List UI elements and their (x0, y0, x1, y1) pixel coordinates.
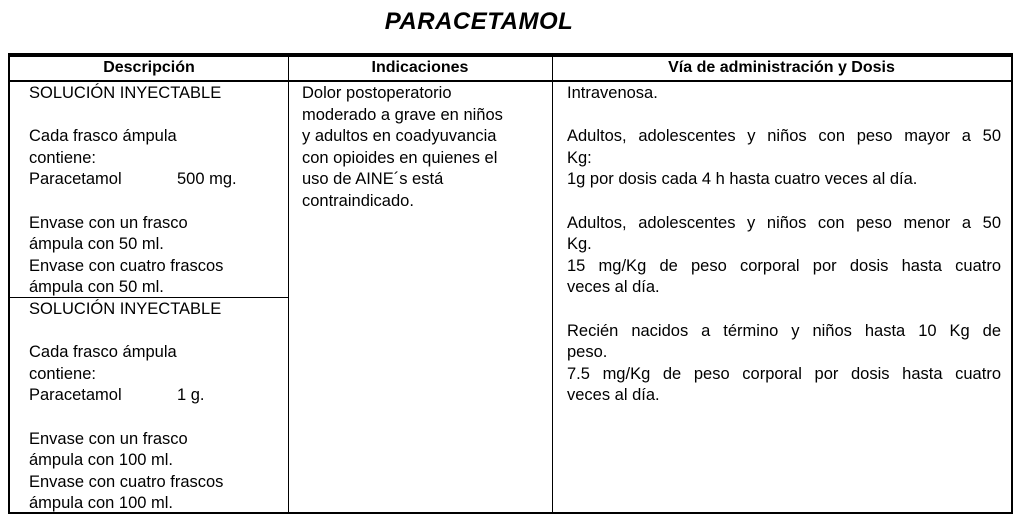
column-divider-1 (288, 57, 289, 512)
dose-group-text: Kg. (567, 235, 592, 254)
drug-table (8, 53, 1013, 514)
dose-text: 1g por dosis cada 4 h hasta cuatro veces al día. (567, 170, 918, 189)
dose-text: veces al día. (567, 386, 660, 405)
package-text: ámpula con 50 ml. (29, 278, 164, 297)
column-divider-2 (552, 57, 553, 512)
description-text: Cada frasco ámpula (29, 343, 177, 362)
indication-text: con opioides en quienes el (302, 148, 498, 167)
dose-group-text: Kg: (567, 148, 592, 167)
package-text: ámpula con 100 ml. (29, 494, 173, 513)
package-text: ámpula con 100 ml. (29, 451, 173, 470)
header-via-dosis: Vía de administración y Dosis (668, 59, 895, 76)
descripcion-block-1 (29, 83, 279, 299)
presentation-heading: SOLUCIÓN INYECTABLE (29, 84, 222, 102)
indication-text: contraindicado. (302, 191, 414, 210)
table-header-row (10, 57, 1011, 82)
presentation-heading: SOLUCIÓN INYECTABLE (29, 300, 222, 318)
dose-text: veces al día. (567, 278, 660, 297)
package-text: Envase con un frasco (29, 213, 188, 232)
description-text: contiene: (29, 364, 96, 383)
dose-text: 7.5 mg/Kg de peso corporal por dosis hasta cuatro (567, 364, 1001, 383)
package-text: Envase con cuatro frascos (29, 472, 224, 491)
indication-text: Dolor postoperatorio (302, 84, 452, 102)
indicaciones-cell (302, 83, 542, 213)
dose-group-text: Adultos, adolescentes y niños con peso mayor a 50 (567, 127, 1001, 146)
package-text: Envase con cuatro frascos (29, 256, 224, 275)
dose-group-text: Recién nacidos a término y niños hasta 10 Kg de (567, 321, 1001, 340)
drug-name: Paracetamol (29, 386, 122, 405)
composition-line (29, 385, 279, 407)
drug-dose: 1 g. (177, 386, 205, 405)
via-dosis-cell (567, 83, 1001, 407)
indication-text: uso de AINE´s está (302, 170, 444, 189)
drug-dose: 500 mg. (177, 170, 237, 189)
header-descripcion: Descripción (103, 59, 195, 76)
package-text: ámpula con 50 ml. (29, 235, 164, 254)
description-text: Cada frasco ámpula (29, 127, 177, 146)
header-indicaciones: Indicaciones (371, 59, 469, 76)
descripcion-block-2 (29, 299, 279, 515)
indication-text: moderado a grave en niños (302, 105, 503, 124)
dose-group-text: Adultos, adolescentes y niños con peso menor a 50 (567, 213, 1001, 232)
package-text: Envase con un frasco (29, 429, 188, 448)
composition-line (29, 169, 279, 191)
indication-text: y adultos en coadyuvancia (302, 127, 497, 146)
drug-name: Paracetamol (29, 170, 122, 189)
page-title: PARACETAMOL (384, 8, 574, 35)
description-text: contiene: (29, 148, 96, 167)
dose-text: 15 mg/Kg de peso corporal por dosis hasta cuatro (567, 256, 1001, 275)
dose-group-text: peso. (567, 343, 608, 362)
route-text: Intravenosa. (567, 84, 658, 102)
